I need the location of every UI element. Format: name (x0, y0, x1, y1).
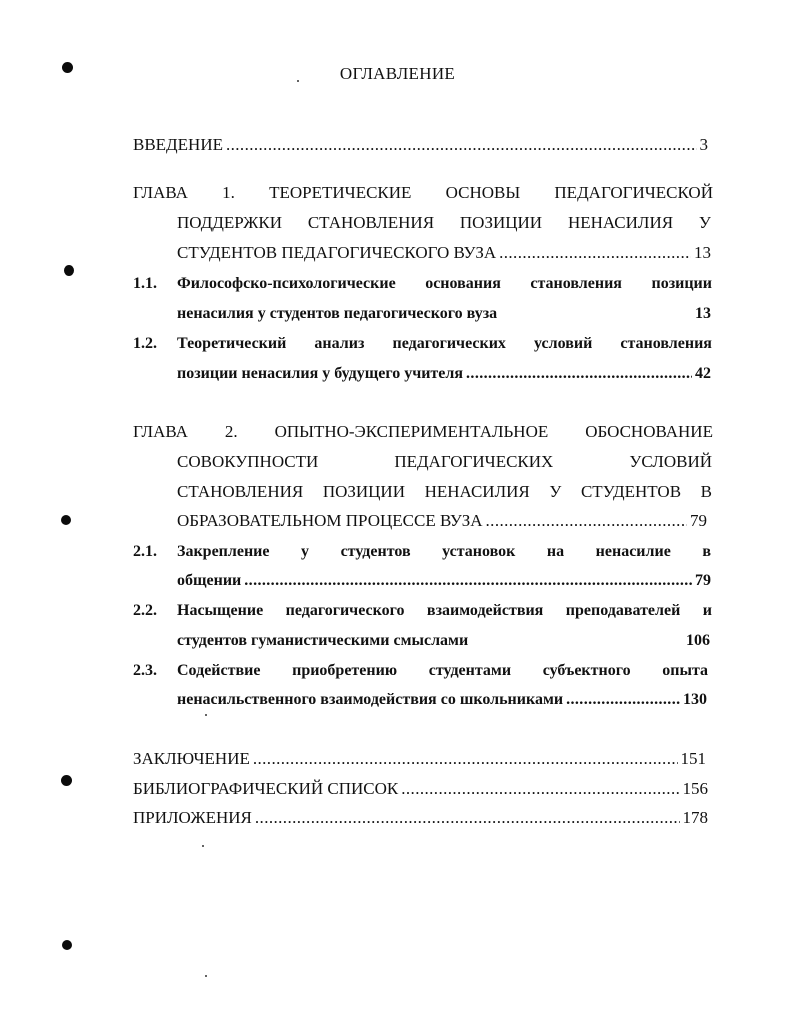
toc-page-number: 106 (686, 632, 710, 649)
heading-word: НЕНАСИЛИЯ (424, 482, 530, 501)
section-2-2-line-1 (177, 600, 712, 622)
heading-word: СТАНОВЛЕНИЯ (307, 213, 435, 232)
section-word: студентами (428, 662, 512, 679)
heading-word: В (700, 482, 712, 501)
section-2-1-line-1 (177, 541, 711, 563)
section-2-2-line-2 (177, 630, 710, 652)
toc-page-number: 156 (682, 779, 708, 798)
section-word: и (702, 602, 712, 619)
section-word: педагогических (392, 335, 506, 352)
toc-page-number: 151 (680, 749, 706, 768)
toc-entry-label: ПРИЛОЖЕНИЯ (133, 808, 252, 827)
section-word: взаимодействия (426, 602, 544, 619)
chapter-1-heading-line-3 (177, 242, 711, 264)
heading-text: СТУДЕНТОВ ПЕДАГОГИЧЕСКОГО ВУЗА (177, 243, 497, 262)
section-word: Теоретический (177, 335, 287, 352)
heading-word: ГЛАВА (133, 422, 188, 441)
section-word: основания (425, 275, 501, 292)
leader-dots (253, 748, 678, 770)
section-1-2-line-1 (177, 333, 712, 355)
section-text: позиции ненасилия у будущего учителя (177, 365, 464, 382)
section-word: педагогического (285, 602, 405, 619)
binder-hole-mark (61, 515, 71, 525)
heading-word: ОСНОВЫ (445, 183, 521, 202)
section-number: 2.3. (133, 662, 157, 679)
section-word: в (702, 543, 711, 560)
section-word: Насыщение (177, 602, 264, 619)
heading-word: УСЛОВИЙ (629, 452, 712, 471)
heading-word: ПЕДАГОГИЧЕСКОЙ (554, 183, 713, 202)
section-word: условий (534, 335, 593, 352)
toc-entry-bibliography (133, 778, 708, 800)
binder-hole-mark (61, 775, 72, 786)
section-word: Закрепление (177, 543, 270, 560)
toc-page-number: 178 (682, 808, 708, 827)
chapter-1-heading-line-1 (133, 182, 713, 204)
toc-page-number: 13 (695, 305, 711, 322)
scan-speck (202, 845, 204, 847)
section-word: преподавателей (565, 602, 681, 619)
section-word: ненасилие (595, 543, 671, 560)
chapter-2-heading-line-4 (177, 510, 707, 532)
section-1-1-line-2 (177, 303, 711, 325)
heading-word: У (698, 213, 711, 232)
toc-page-number: 79 (695, 572, 711, 589)
heading-word: ПОЗИЦИИ (459, 213, 543, 232)
leader-dots (499, 242, 691, 264)
section-word: Философско-психологические (177, 275, 396, 292)
section-number: 2.1. (133, 543, 157, 560)
heading-word: СТУДЕНТОВ (580, 482, 682, 501)
toc-page-number: 3 (699, 135, 708, 154)
section-word: установок (442, 543, 516, 560)
heading-word: ОБОСНОВАНИЕ (585, 422, 713, 441)
heading-word: ПОДДЕРЖКИ (177, 213, 282, 232)
binder-hole-mark (64, 265, 74, 276)
section-number: 2.2. (133, 602, 157, 619)
page-title: ОГЛАВЛЕНИЕ (339, 64, 456, 83)
section-word: студентов (340, 543, 411, 560)
section-word: становления (530, 275, 622, 292)
heading-word: ОПЫТНО-ЭКСПЕРИМЕНТАЛЬНОЕ (274, 422, 549, 441)
leader-dots (566, 689, 680, 711)
toc-entry-conclusion (133, 748, 706, 770)
heading-word: У (549, 482, 562, 501)
toc-page-number: 130 (683, 691, 707, 708)
section-word: у (301, 543, 310, 560)
chapter-2-heading-line-3 (177, 481, 712, 503)
section-word: анализ (314, 335, 365, 352)
heading-word: НЕНАСИЛИЯ (567, 213, 674, 232)
heading-word: ПЕДАГОГИЧЕСКИХ (394, 452, 554, 471)
toc-entry-label: БИБЛИОГРАФИЧЕСКИЙ СПИСОК (133, 779, 399, 798)
section-number: 1.2. (133, 335, 157, 352)
toc-page-number: 42 (695, 365, 711, 382)
section-word: Содействие (177, 662, 261, 679)
chapter-1-heading-line-2 (177, 212, 711, 234)
heading-word: ГЛАВА (133, 183, 188, 202)
section-1-1-line-1 (177, 273, 712, 295)
section-2-1-line-2 (177, 570, 711, 592)
leader-dots (401, 778, 679, 800)
toc-page-number: 13 (694, 243, 711, 262)
scan-speck (205, 714, 207, 716)
section-2-3-line-2 (177, 689, 707, 711)
chapter-2-heading-line-2 (177, 451, 712, 473)
leader-dots (466, 363, 692, 385)
heading-word: 1. (222, 183, 235, 202)
section-text: ненасилия у студентов педагогического вуза (177, 305, 498, 322)
leader-dots (255, 807, 680, 829)
chapter-2-heading-line-1 (133, 421, 713, 443)
heading-word: СТАНОВЛЕНИЯ (177, 482, 304, 501)
heading-text: ОБРАЗОВАТЕЛЬНОМ ПРОЦЕССЕ ВУЗА (177, 511, 483, 530)
section-2-3-line-1 (177, 660, 708, 682)
toc-entry-label: ЗАКЛЮЧЕНИЕ (133, 749, 250, 768)
toc-page-number: 79 (690, 511, 707, 530)
section-1-2-line-2 (177, 363, 711, 385)
leader-dots (226, 134, 697, 156)
heading-word: СОВОКУПНОСТИ (177, 452, 319, 471)
leader-dots (244, 570, 692, 592)
leader-dots (486, 510, 687, 532)
scan-speck (205, 975, 207, 977)
section-number: 1.1. (133, 275, 157, 292)
section-word: позиции (651, 275, 712, 292)
section-text: студентов гуманистическими смыслами (177, 632, 469, 649)
toc-entry-appendices (133, 807, 708, 829)
section-word: субъектного (542, 662, 631, 679)
section-word: приобретению (292, 662, 398, 679)
section-text: общении (177, 572, 242, 589)
section-text: ненасильственного взаимодействия со школьниками (177, 691, 564, 708)
heading-word: 2. (224, 422, 238, 441)
section-word: на (546, 543, 565, 560)
toc-entry-label: ВВЕДЕНИЕ (133, 135, 223, 154)
heading-word: ПОЗИЦИИ (322, 482, 405, 501)
binder-hole-mark (62, 940, 72, 950)
section-word: становления (620, 335, 712, 352)
heading-word: ТЕОРЕТИЧЕСКИЕ (269, 183, 412, 202)
section-word: опыта (662, 662, 708, 679)
toc-entry-intro (133, 134, 708, 156)
